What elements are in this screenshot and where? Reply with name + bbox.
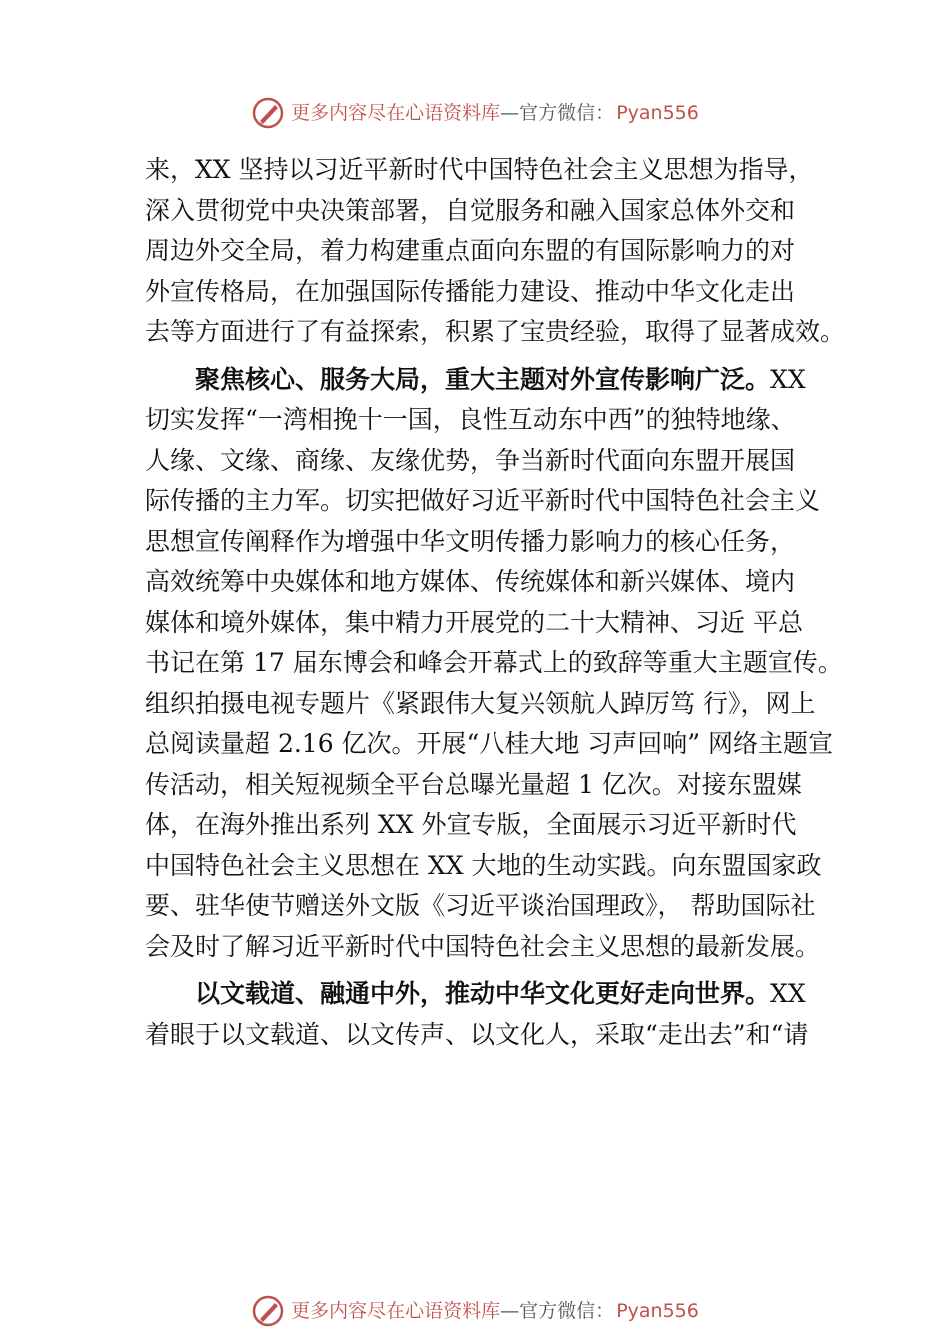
paragraph-1 <box>145 150 865 353</box>
paragraph-heading: 聚焦核心、服务大局，重大主题对外宣传影响广泛。 <box>195 364 771 394</box>
text-line: 着眼于以文载道、以文传声、以文化人，采取“走出去”和“请 <box>145 1019 809 1049</box>
text-line: 会及时了解习近平新时代中国特色社会主义思想的最新发展。 <box>145 931 821 961</box>
footer-banner <box>0 1294 950 1328</box>
banner-library-name: 更多内容尽在心语资料库 <box>291 1300 501 1322</box>
text-line: 际传播的主力军。切实把做好习近平新时代中国特色社会主义 <box>145 486 821 515</box>
paragraph-heading: 以文载道、融通中外，推动中华文化更好走向世界。 <box>195 979 771 1008</box>
banner-wechat-label: —官方微信： <box>500 102 615 124</box>
header-banner <box>0 96 950 130</box>
paragraph-2 <box>145 360 865 968</box>
document-body <box>145 150 865 1055</box>
text-line: 切实发挥“一湾相挽十一国，良性互动东中西”的独特地缘、 <box>145 405 796 434</box>
pen-logo-icon <box>251 1294 285 1328</box>
paragraph-heading-tail: XX <box>770 979 806 1008</box>
text-line: 周边外交全局，着力构建重点面向东盟的有国际影响力的对 <box>145 236 796 265</box>
text-line: 总阅读量超 2.16 亿次。开展“八桂大地 习声回响” 网络主题宣 <box>145 729 834 758</box>
banner-wechat-id: Pyan556 <box>616 102 699 124</box>
text-line: 媒体和境外媒体，集中精力开展党的二十大精神、习近 平总 <box>145 607 803 637</box>
paragraph-heading-tail: XX <box>770 364 806 394</box>
text-line: 组织拍摄电视专题片《紧跟伟大复兴领航人踔厉笃 行》，网上 <box>145 688 816 718</box>
text-line: 传活动，相关短视频全平台总曝光量超 1 亿次。对接东盟媒 <box>145 769 802 799</box>
text-line: 高效统筹中央媒体和地方媒体、传统媒体和新兴媒体、境内 <box>145 567 796 596</box>
paragraph-3 <box>145 974 865 1055</box>
text-line: 深入贯彻党中央决策部署，自觉服务和融入国家总体外交和 <box>145 195 796 225</box>
text-line: 中国特色社会主义思想在 XX 大地的生动实践。向东盟国家政 <box>145 850 822 880</box>
paragraph-lead-line <box>145 974 865 1015</box>
text-line: 外宣传格局，在加强国际传播能力建设、推动中华文化走出 <box>145 276 796 306</box>
pen-logo-icon <box>251 96 285 130</box>
text-line: 去等方面进行了有益探索，积累了宝贵经验，取得了显著成效。 <box>145 317 846 346</box>
text-line: 要、驻华使节赠送外文版《习近平谈治国理政》， 帮助国际社 <box>145 891 816 920</box>
banner-library-name: 更多内容尽在心语资料库 <box>291 102 501 124</box>
text-line: 人缘、文缘、商缘、友缘优势，争当新时代面向东盟开展国 <box>145 445 796 475</box>
text-line: 来，XX 坚持以习近平新时代中国特色社会主义思想为指导， <box>145 155 814 184</box>
banner-wechat-id: Pyan556 <box>616 1300 699 1322</box>
paragraph-lead-line <box>145 360 865 401</box>
text-line: 体，在海外推出系列 XX 外宣专版，全面展示习近平新时代 <box>145 810 797 839</box>
banner-wechat-label: —官方微信： <box>500 1300 615 1322</box>
text-line: 书记在第 17 届东博会和峰会开幕式上的致辞等重大主题宣传。 <box>145 648 843 677</box>
text-line: 思想宣传阐释作为增强中华文明传播力影响力的核心任务， <box>145 526 796 556</box>
